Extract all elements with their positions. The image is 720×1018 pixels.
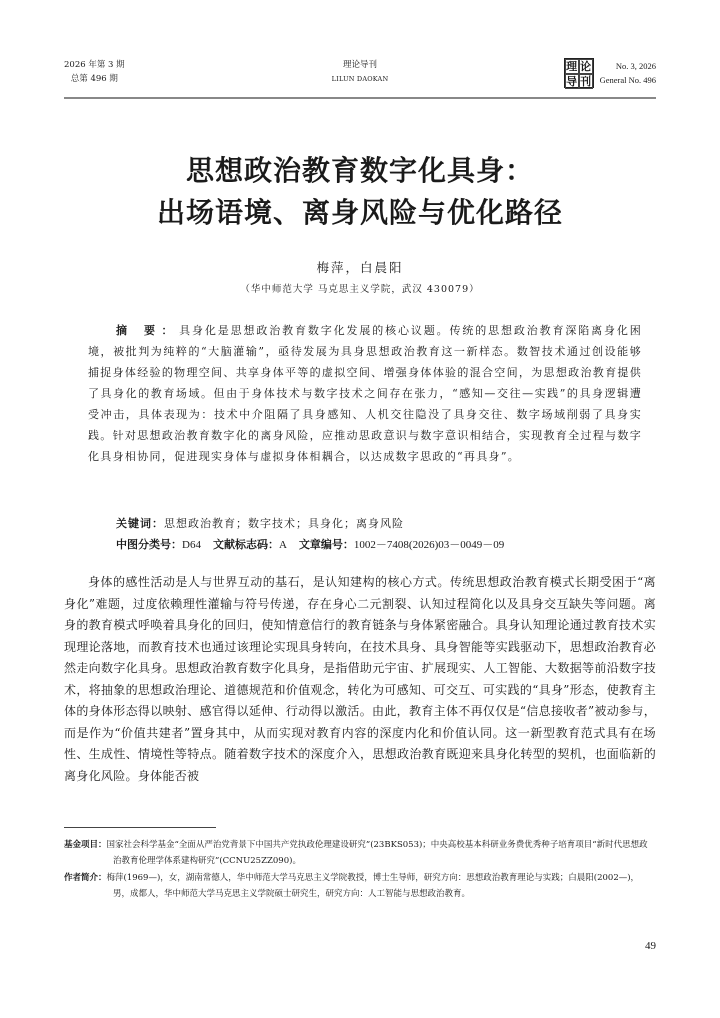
journal-name-en: LILUN DAOKAN xyxy=(331,75,389,83)
general-number-en: General No. 496 xyxy=(599,75,656,85)
issue-total: 总第 496 期 xyxy=(70,74,118,84)
logo-char: 导 xyxy=(566,75,578,88)
logo-char: 刊 xyxy=(580,75,592,88)
clc-label: 中图分类号： xyxy=(116,538,182,551)
footnote-fund xyxy=(64,838,656,869)
abstract-label: 摘 要： xyxy=(116,324,180,337)
issue-info-en xyxy=(564,58,656,88)
abstract xyxy=(88,320,642,467)
title-line: 思想政治教育数字化具身： xyxy=(185,154,534,187)
fund-text: 国家社会科学基金“全面从严治党背景下中国共产党执政伦理建设研究”(23BKS053)；中央高校基本科研业务费优秀种子培育项目“新时代思想政治教育伦理学体系建构研究”(CCNU25ZZ090)。 xyxy=(106,840,648,866)
fund-label: 基金项目： xyxy=(64,840,107,850)
authors: 梅萍，白晨阳 xyxy=(316,260,404,275)
running-header xyxy=(64,58,656,92)
header-rule xyxy=(64,97,656,99)
issue-year: 2026 年第 3 期 xyxy=(64,60,125,70)
doc-code-value: A xyxy=(278,539,287,551)
keywords-label: 关键词： xyxy=(116,517,164,530)
clc-value: D64 xyxy=(182,539,201,551)
logo-char: 论 xyxy=(580,60,592,73)
doc-code-label: 文献标志码： xyxy=(212,538,279,551)
journal-name-cn: 理论导刊 xyxy=(342,60,377,70)
page-number: 49 xyxy=(645,940,656,952)
footnote-author-bio xyxy=(64,871,656,902)
journal-logo-icon xyxy=(564,58,594,88)
abstract-text: 具身化是思想政治教育数字化发展的核心议题。传统的思想政治教育深陷离身化困境，被批判为纯粹的“大脑灌输”，亟待发展为具身思想政治教育这一新样态。数智技术通过创设能够捕捉身体经验的物理空间、共享身体平等的虚拟空间、增强身体体验的混合空间，为思想政治教育提供了具身化的教育场域。但由于身体技术与数字技术之间存在张力，“感知—交往—实践”的具身逻辑遭受冲击，具体表现为：技术中介阻隔了具身感知、人机交往隐没了具身交往、数字场域削弱了具身实践。针对思想政治教育数字化的离身风险，应推动思政意识与数字意识相结合，实现教育全过程与数字化具身相协同，促进现实身体与虚拟身体相耦合，以达成数字思政的“再具身”。 xyxy=(88,324,642,463)
body-paragraph: 身体的感性活动是人与世界互动的基石，是认知建构的核心方式。传统思想政治教育模式长期受困于“离身化”难题，过度依赖理性灌输与符号传递，存在身心二元割裂、认知过程简化以及具身交互缺失等问题。离身的教育模式呼唤着具身化的回归，使知情意信行的教育链条与身体紧密融合。具身认知理论通过教育技术实现理论落地，而教育技术也通过该理论实现具身转向，在技术具身、具身智能等实践驱动下，思想政治教育必然走向数字化具身。思想政治教育数字化具身，是指借助元宇宙、扩展现实、人工智能、大数据等前沿数字技术，将抽象的思想政治理论、道德规范和价值观念，转化为可感知、可交互、可实践的“具身”形态，使教育主体的身体形态得以映射、感官得以延伸、行动得以激活。由此，教育主体不再仅仅是“信息接收者”被动参与，而是作为“价值共建者”置身其中，从而实现对教育内容的深度内化和价值认同。这一新型教育范式具有在场性、生成性、情境性等特点。随着数字技术的深度介入，思想政治教育既迎来具身化转型的契机，也面临新的离身化风险。身体能否被 xyxy=(64,575,656,783)
classification-line xyxy=(116,534,642,556)
bio-text: 梅萍(1969—)，女，湖南常德人，华中师范大学马克思主义学院教授，博士生导师，研究方向：思想政治教育理论与实践；白晨阳(2002—)，男，成都人，华中师范大学马克思主义学院硕士研究生，研究方向：人工智能与思想政治教育。 xyxy=(106,873,640,899)
keywords-text: 思想政治教育；数字技术；具身化；离身风险 xyxy=(164,517,404,530)
title-line: 出场语境、离身风险与优化路径 xyxy=(156,196,563,229)
article-no-value: 1002－7408(2026)03－0049－09 xyxy=(353,539,505,551)
keywords xyxy=(116,513,642,534)
issue-number-en: No. 3, 2026 xyxy=(615,61,656,71)
bio-label: 作者简介： xyxy=(64,873,107,883)
affiliation: （华中师范大学 马克思主义学院，武汉 430079） xyxy=(240,284,480,295)
logo-char: 理 xyxy=(566,60,578,73)
footnote-rule xyxy=(64,827,216,828)
article-title xyxy=(0,150,720,234)
article-no-label: 文章编号： xyxy=(298,538,354,551)
